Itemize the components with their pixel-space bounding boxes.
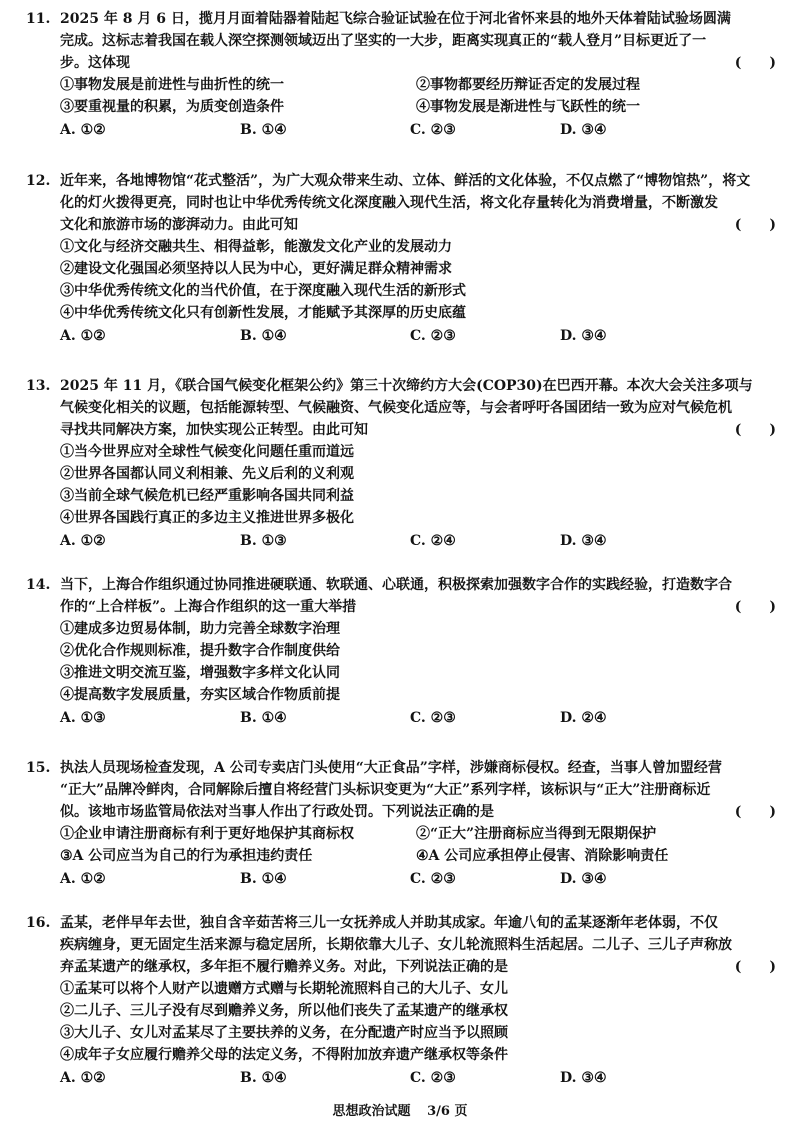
statement: ①文化与经济交融共生、相得益彰，能激发文化产业的发展动力 xyxy=(60,239,452,255)
question-stem-line: 15. 执法人员现场检查发现，A 公司专卖店门头使用“大正食品”字样，涉嫌商标侵权。经查，当事人曾加盟经营 xyxy=(26,757,776,779)
answer-choices xyxy=(26,529,776,553)
question-number: 12. xyxy=(26,173,51,189)
choice-b: B. ①④ xyxy=(240,328,287,344)
choice-d: D. ③④ xyxy=(560,1070,607,1086)
footer-subject: 思想政治试题 xyxy=(332,1104,411,1119)
statement: ②“正大”注册商标应当得到无限期保护 xyxy=(416,826,657,842)
statement: ④事物发展是渐进性与飞跃性的统一 xyxy=(416,99,640,115)
question-15 xyxy=(26,757,776,891)
choice-c: C. ②③ xyxy=(410,710,456,726)
question-stem-line: 14. 当下，上海合作组织通过协同推进硬联通、软联通、心联通，积极探索加强数字合作的实践经验，打造数字合 xyxy=(26,574,776,596)
choice-c: C. ②③ xyxy=(410,328,456,344)
statement: ③要重视量的积累，为质变创造条件 xyxy=(60,99,284,115)
choice-b: B. ①④ xyxy=(240,1070,287,1086)
question-stem-line: 弃孟某遗产的继承权，多年拒不履行赡养义务。对此，下列说法正确的是 ( ) xyxy=(26,956,776,978)
statement-row xyxy=(26,845,776,867)
statement: ①建成多边贸易体制，助力完善全球数字治理 xyxy=(60,621,340,637)
question-stem-line: 化的灯火拨得更亮，同时也让中华优秀传统文化深度融入现代生活，将文化存量转化为消费增量，不断激发 xyxy=(60,195,718,211)
statement: ①事物发展是前进性与曲折性的统一 xyxy=(60,77,284,93)
question-stem-line: 文化和旅游市场的澎湃动力。由此可知 ( ) xyxy=(26,214,776,236)
statement: ①当今世界应对全球性气候变化问题任重而道远 xyxy=(60,444,354,460)
statement: ④提高数字发展质量，夯实区域合作物质前提 xyxy=(60,687,340,703)
statement: ③中华优秀传统文化的当代价值，在于深度融入现代生活的新形式 xyxy=(60,283,466,299)
choice-b: B. ①④ xyxy=(240,710,287,726)
statement: ②优化合作规则标准，提升数字合作制度供给 xyxy=(60,643,340,659)
question-stem-line: 16. 孟某，老伴早年去世，独自含辛茹苦将三儿一女抚养成人并助其成家。年逾八旬的孟某逐渐年老体弱，不仅 xyxy=(26,912,776,934)
answer-choices xyxy=(26,1066,776,1090)
question-number: 14. xyxy=(26,577,51,593)
choice-d: D. ③④ xyxy=(560,533,607,549)
question-stem-line: 气候变化相关的议题，包括能源转型、气候融资、气候变化适应等，与会者呼吁各国团结一致为应对气候危机 xyxy=(60,400,732,416)
choice-a: A. ①② xyxy=(60,533,106,549)
choice-d: D. ③④ xyxy=(560,122,607,138)
question-number: 15. xyxy=(26,760,51,776)
choice-c: C. ②④ xyxy=(410,533,456,549)
answer-paren: ( ) xyxy=(734,217,776,233)
answer-paren: ( ) xyxy=(734,959,776,975)
statement: ①企业申请注册商标有利于更好地保护其商标权 xyxy=(60,826,354,842)
answer-paren: ( ) xyxy=(734,55,776,71)
choice-a: A. ①② xyxy=(60,122,106,138)
footer-page-number: 3/6 页 xyxy=(427,1104,468,1119)
choice-a: A. ①② xyxy=(60,328,106,344)
choice-c: C. ②③ xyxy=(410,871,456,887)
statement-row xyxy=(26,96,776,118)
statement: ④中华优秀传统文化只有创新性发展，才能赋予其深厚的历史底蕴 xyxy=(60,305,466,321)
statement: ③推进文明交流互鉴，增强数字多样文化认同 xyxy=(60,665,340,681)
answer-choices xyxy=(26,706,776,730)
question-12 xyxy=(26,170,776,348)
statement: ④A 公司应承担停止侵害、消除影响责任 xyxy=(416,848,669,864)
choice-c: C. ②③ xyxy=(410,1070,456,1086)
answer-paren: ( ) xyxy=(734,422,776,438)
statement: ②世界各国都认同义利相兼、先义后利的义利观 xyxy=(60,466,354,482)
question-stem-line: 作的“上合样板”。上海合作组织的这一重大举措 ( ) xyxy=(26,596,776,618)
question-stem-line: 完成。这标志着我国在载人深空探测领域迈出了坚实的一大步，距离实现真正的“载人登月”目标更近了一 xyxy=(60,33,707,49)
choice-d: D. ③④ xyxy=(560,328,607,344)
statement: ③A 公司应当为自己的行为承担违约责任 xyxy=(60,848,313,864)
choice-b: B. ①④ xyxy=(240,122,287,138)
question-number: 16. xyxy=(26,915,51,931)
statement: ③大儿子、女儿对孟某尽了主要扶养的义务，在分配遗产时应当予以照顾 xyxy=(60,1025,508,1041)
statement-row xyxy=(26,74,776,96)
question-stem-line: 13. 2025 年 11 月，《联合国气候变化框架公约》第三十次缔约方大会(COP30)在巴西开幕。本次大会关注多项与 xyxy=(26,375,776,397)
question-stem-line: 11. 2025 年 8 月 6 日，揽月月面着陆器着陆起飞综合验证试验在位于河北省怀来县的地外天体着陆试验场圆满 xyxy=(26,8,776,30)
statement: ④世界各国践行真正的多边主义推进世界多极化 xyxy=(60,510,354,526)
statement-row xyxy=(26,823,776,845)
answer-paren: ( ) xyxy=(734,804,776,820)
question-11 xyxy=(26,8,776,142)
statement: ①孟某可以将个人财产以遗赠方式赠与长期轮流照料自己的大儿子、女儿 xyxy=(60,981,508,997)
statement: ②二儿子、三儿子没有尽到赡养义务，所以他们丧失了孟某遗产的继承权 xyxy=(60,1003,508,1019)
answer-choices xyxy=(26,867,776,891)
question-13 xyxy=(26,375,776,553)
choice-c: C. ②③ xyxy=(410,122,456,138)
question-stem-line: 步。这体现 ( ) xyxy=(26,52,776,74)
answer-choices xyxy=(26,324,776,348)
question-number: 13. xyxy=(26,378,51,394)
question-stem-line: “正大”品牌冷鲜肉，合同解除后擅自将经营门头标识变更为“大正”系列字样，该标识与“正大”注册商标近 xyxy=(60,782,711,798)
question-number: 11. xyxy=(26,11,51,27)
statement: ②建设文化强国必须坚持以人民为中心，更好满足群众精神需求 xyxy=(60,261,452,277)
choice-a: A. ①② xyxy=(60,1070,106,1086)
choice-a: A. ①② xyxy=(60,871,106,887)
answer-choices xyxy=(26,118,776,142)
choice-b: B. ①③ xyxy=(240,533,287,549)
choice-a: A. ①③ xyxy=(60,710,106,726)
choice-d: D. ②④ xyxy=(560,710,607,726)
question-stem-line: 12. 近年来，各地博物馆“花式整活”，为广大观众带来生动、立体、鲜活的文化体验，不仅点燃了“博物馆热”，将文 xyxy=(26,170,776,192)
question-stem-line: 疾病缠身，更无固定生活来源与稳定居所，长期依靠大儿子、女儿轮流照料生活起居。二儿子、三儿子声称放 xyxy=(60,937,732,953)
statement: ④成年子女应履行赡养父母的法定义务，不得附加放弃遗产继承权等条件 xyxy=(60,1047,508,1063)
question-14 xyxy=(26,574,776,730)
statement: ②事物都要经历辩证否定的发展过程 xyxy=(416,77,640,93)
question-stem-line: 似。该地市场监管局依法对当事人作出了行政处罚。下列说法正确的是 ( ) xyxy=(26,801,776,823)
statement: ③当前全球气候危机已经严重影响各国共同利益 xyxy=(60,488,354,504)
page-footer xyxy=(0,1100,800,1119)
choice-d: D. ③④ xyxy=(560,871,607,887)
question-stem-line: 寻找共同解决方案，加快实现公正转型。由此可知 ( ) xyxy=(26,419,776,441)
question-16 xyxy=(26,912,776,1090)
answer-paren: ( ) xyxy=(734,599,776,615)
choice-b: B. ①④ xyxy=(240,871,287,887)
